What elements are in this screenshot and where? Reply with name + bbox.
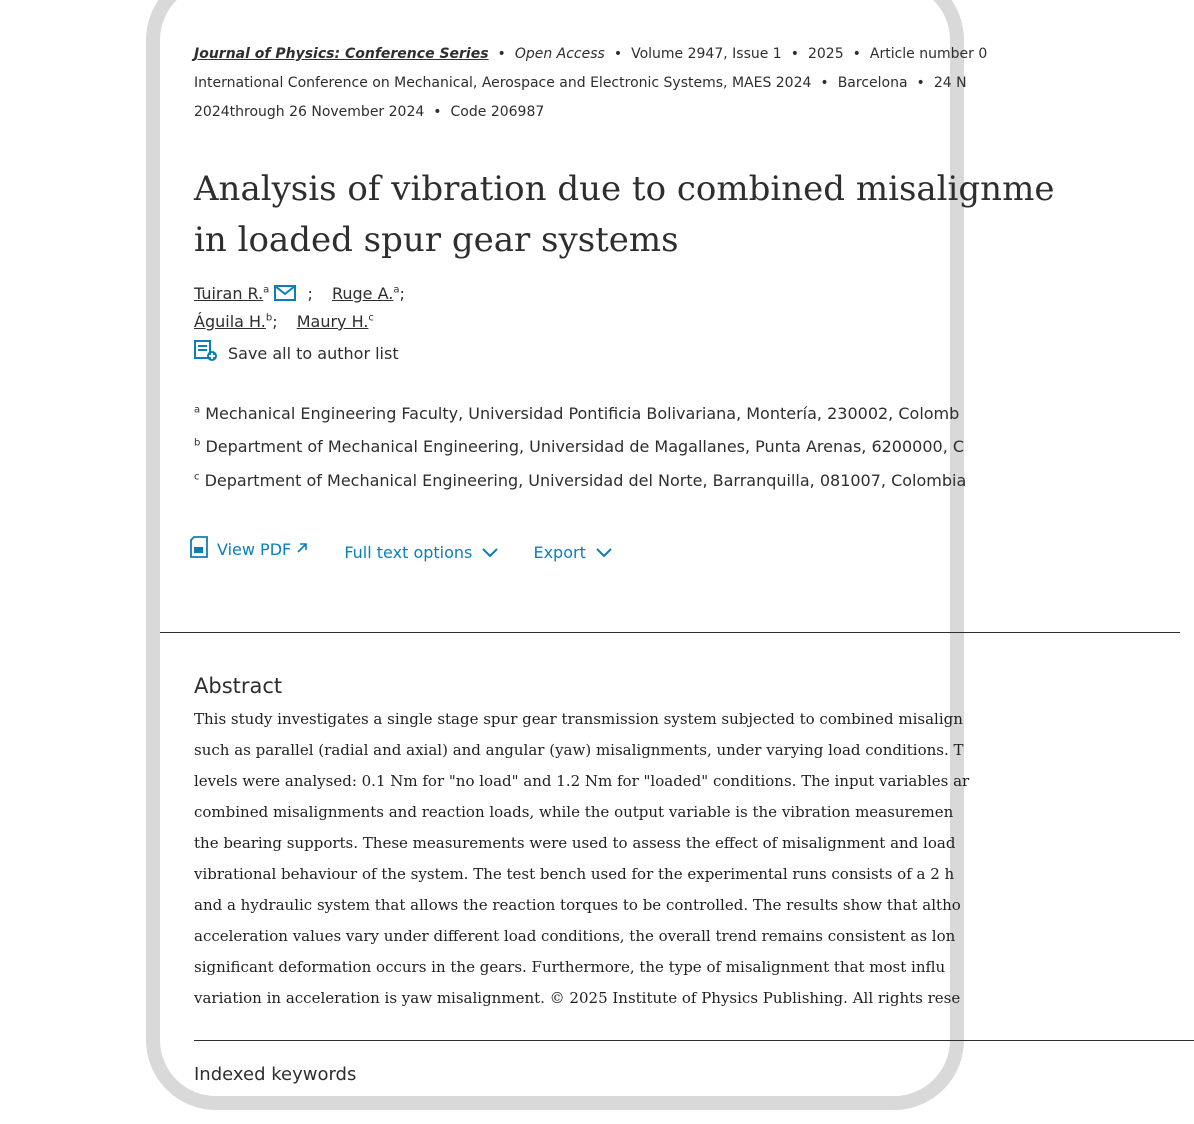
author-affiliation-sup: b: [265, 312, 273, 324]
action-bar: [189, 536, 642, 562]
author-link[interactable]: Águila H.: [194, 312, 266, 331]
full-text-options-label: Full text options: [344, 543, 473, 562]
conference-code: Code 206987: [450, 104, 545, 120]
journal-link[interactable]: Journal of Physics: Conference Series: [194, 46, 489, 62]
author-link[interactable]: Maury H.: [296, 312, 369, 331]
conference-dates-line: 2024through 26 November 2024 • Code 206987: [194, 104, 545, 120]
conference-date-start: 24 N: [933, 75, 967, 91]
article-number: Article number 0: [869, 46, 988, 62]
conference-date-range: 2024through 26 November 2024: [194, 104, 425, 120]
author-affiliation-sup: a: [263, 284, 270, 296]
article-title: [194, 164, 1054, 266]
export-label: Export: [533, 543, 586, 562]
abstract-line: the bearing supports. These measurements were used to assess the effect of misalignment and load: [194, 834, 956, 852]
email-icon[interactable]: [274, 285, 296, 305]
save-author-list-button[interactable]: [194, 340, 399, 366]
chevron-down-icon: [596, 543, 612, 562]
abstract-line: significant deformation occurs in the gears. Furthermore, the type of misalignment that most influ: [194, 958, 946, 976]
abstract-line: and a hydraulic system that allows the reaction torques to be controlled. The results show that altho: [194, 896, 961, 914]
pdf-file-icon: [189, 536, 209, 562]
abstract-line: This study investigates a single stage spur gear transmission system subjected to combined misalign: [194, 710, 963, 728]
author-link[interactable]: Ruge A.: [331, 284, 394, 303]
author-affiliation-sup: a: [393, 284, 400, 296]
view-pdf-label: View PDF: [217, 539, 292, 559]
abstract-line: vibrational behaviour of the system. The test bench used for the experimental runs consists of a 2 h: [194, 865, 955, 883]
abstract-line: such as parallel (radial and axial) and angular (yaw) misalignments, under varying load conditions. T: [194, 741, 964, 759]
conference-location: Barcelona: [837, 75, 908, 91]
author-affiliation-sup: c: [368, 312, 374, 324]
affiliation-b: [194, 437, 964, 456]
affiliation-sup: c: [194, 471, 200, 483]
conference-name: International Conference on Mechanical, Aerospace and Electronic Systems, MAES 2024: [194, 75, 812, 91]
affiliation-text: Department of Mechanical Engineering, Universidad de Magallanes, Punta Arenas, 6200000, C: [205, 437, 965, 456]
title-line-2: in loaded spur gear systems: [194, 220, 679, 260]
source-line: Journal of Physics: Conference Series • Open Access • Volume 2947, Issue 1 • 2025 • Article number 0: [194, 46, 988, 62]
export-button[interactable]: [533, 543, 611, 562]
view-pdf-button[interactable]: [189, 536, 309, 562]
author-row-1: Tuiran R.$^a$ ; Ruge A.$^a$;: [194, 284, 405, 303]
chevron-down-icon: [482, 543, 498, 562]
affiliation-text: Mechanical Engineering Faculty, Universidad Pontificia Bolivariana, Montería, 230002, Colomb: [205, 404, 960, 423]
abstract-line: combined misalignments and reaction loads, while the output variable is the vibration measuremen: [194, 803, 954, 821]
abstract-heading: Abstract: [194, 674, 283, 698]
save-author-list-label: Save all to author list: [228, 343, 399, 363]
indexed-keywords-heading[interactable]: Indexed keywords: [194, 1064, 357, 1085]
abstract-body: [194, 710, 969, 1020]
affiliation-text: Department of Mechanical Engineering, Universidad del Norte, Barranquilla, 081007, Colombia: [204, 471, 967, 490]
title-line-1: Analysis of vibration due to combined misalignme: [194, 169, 1055, 209]
year: 2025: [807, 46, 844, 62]
affiliation-a: [194, 404, 959, 423]
affiliation-c: [194, 471, 966, 490]
keywords-divider: [194, 1040, 1194, 1041]
external-link-icon: [295, 540, 309, 559]
volume-issue: Volume 2947, Issue 1: [631, 46, 782, 62]
author-link[interactable]: Tuiran R.: [194, 284, 264, 303]
section-divider: [160, 632, 1180, 633]
abstract-line: variation in acceleration is yaw misalignment. © 2025 Institute of Physics Publishing. All rights rese: [194, 989, 961, 1007]
add-to-list-icon: [194, 340, 218, 366]
conference-line: International Conference on Mechanical, Aerospace and Electronic Systems, MAES 2024 • Barcelona • 24 N: [194, 75, 967, 91]
abstract-line: levels were analysed: 0.1 Nm for "no load" and 1.2 Nm for "loaded" conditions. The input variables ar: [194, 772, 970, 790]
article-page: [180, 0, 1180, 1124]
affiliation-sup: a: [194, 404, 201, 416]
open-access-label: Open Access: [514, 46, 605, 62]
abstract-line: acceleration values vary under different load conditions, the overall trend remains consistent as lon: [194, 927, 956, 945]
phone-frame: [146, 0, 1055, 1110]
affiliation-sup: b: [194, 437, 201, 449]
author-row-2: Águila H.$^b$; Maury H.$^c$: [194, 312, 374, 331]
full-text-options-button[interactable]: [344, 543, 498, 562]
